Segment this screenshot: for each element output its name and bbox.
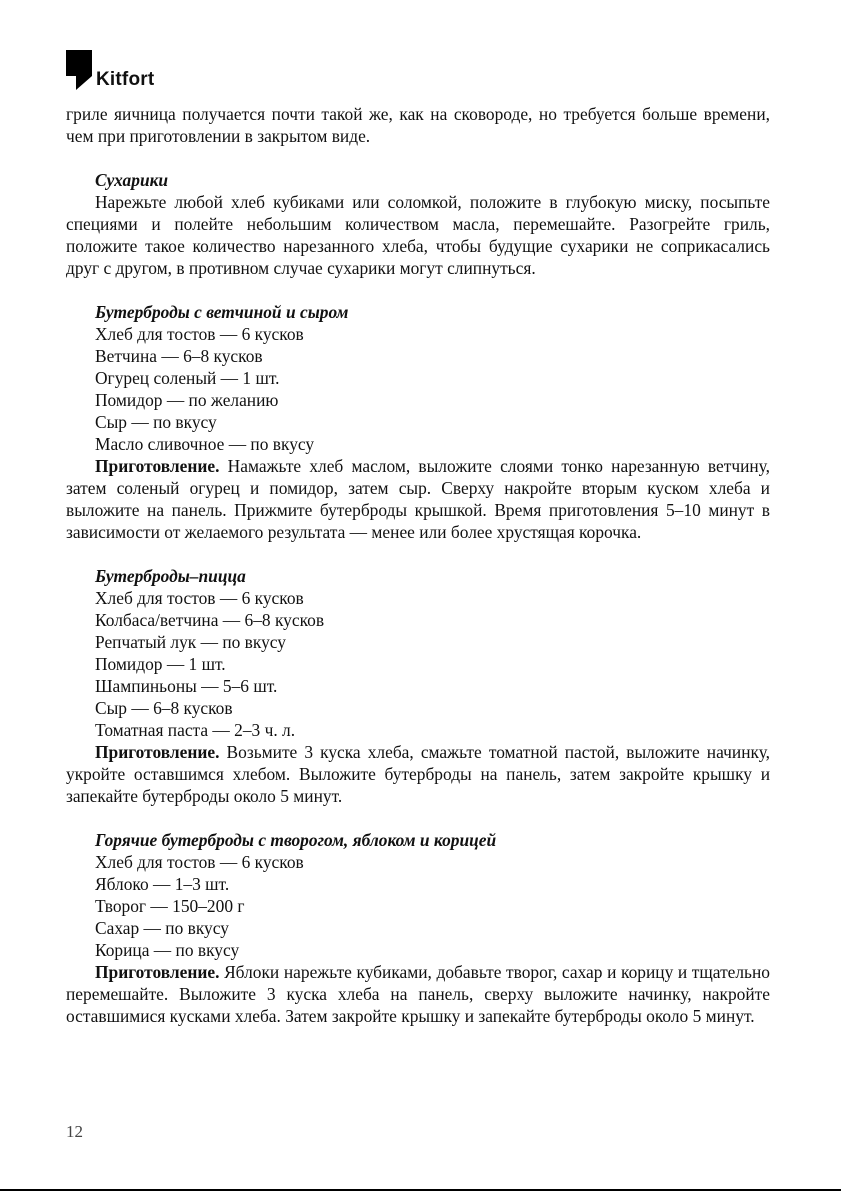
ingredient-item: Огурец соленый — 1 шт.: [95, 368, 280, 388]
recipe-croutons: [66, 169, 770, 279]
preparation-text: Возьмите 3 куска хлеба, смажьте томатной пастой, выложите начинку, укройте оставшимся хлебом. Выложите бутерброды на панель, затем закройте крышку и запекайте бутерброды около 5 минут.: [66, 742, 770, 806]
page-number: 12: [66, 1122, 83, 1141]
ingredient-item: Помидор — 1 шт.: [95, 654, 226, 674]
preparation-label: Приготовление.: [95, 742, 220, 762]
ingredient-item: Хлеб для тостов — 6 кусков: [95, 324, 304, 344]
preparation-paragraph: [66, 455, 770, 543]
recipe-title: Бутерброды с ветчиной и сыром: [95, 302, 349, 322]
preparation-text: Яблоки нарежьте кубиками, добавьте творог, сахар и корицу и тщательно перемешайте. Выложите 3 куска хлеба на панель, сверху выложите начинку, накройте оставшимися кусками хлеба. Затем закройте крышку и запекайте бутерброды около 5 минут.: [66, 962, 770, 1026]
ingredient-item: Сахар — по вкусу: [95, 918, 229, 938]
ingredient-item: Репчатый лук — по вкусу: [95, 632, 286, 652]
recipe-body: Нарежьте любой хлеб кубиками или соломкой, положите в глубокую миску, посыпьте специями и полейте небольшим количеством масла, перемешайте. Разогрейте гриль, положите такое количество нарезанного хлеба, чтобы будущие сухарики не соприкасались друг с другом, в противном случае сухарики могут слипнуться.: [66, 192, 770, 278]
ingredient-item: Масло сливочное — по вкусу: [95, 434, 315, 454]
ingredient-item: Шампиньоны — 5–6 шт.: [95, 676, 278, 696]
page-content: [66, 103, 770, 1027]
ingredient-item: Творог — 150–200 г: [95, 896, 245, 916]
preparation-text: Намажьте хлеб маслом, выложите слоями тонко нарезанную ветчину, затем соленый огурец и помидор, затем сыр. Сверху накройте вторым куском хлеба и выложите на панель. Прижмите бутерброды крышкой. Время приготовления 5–10 минут в зависимости от желаемого результата — менее или более хрустящая корочка.: [66, 456, 770, 542]
ingredient-item: Хлеб для тостов — 6 кусков: [95, 852, 304, 872]
ingredient-item: Сыр — по вкусу: [95, 412, 217, 432]
ingredient-item: Ветчина — 6–8 кусков: [95, 346, 263, 366]
recipe-cottage-cheese-apple-sandwiches: [66, 829, 770, 1027]
ingredient-item: Хлеб для тостов — 6 кусков: [95, 588, 304, 608]
brand-name: Kitfort: [96, 69, 155, 90]
brand-logo: [66, 44, 154, 90]
ingredient-item: Томатная паста — 2–3 ч. л.: [95, 720, 296, 740]
recipe-title: Сухарики: [95, 170, 169, 190]
preparation-paragraph: [66, 741, 770, 807]
ingredient-item: Яблоко — 1–3 шт.: [95, 874, 230, 894]
kitfort-logo-icon: [66, 50, 92, 90]
recipe-ham-cheese-sandwiches: [66, 301, 770, 543]
ingredient-item: Колбаса/ветчина — 6–8 кусков: [95, 610, 325, 630]
preparation-paragraph: [66, 961, 770, 1027]
recipe-title: Бутерброды–пицца: [95, 566, 246, 586]
ingredient-item: Помидор — по желанию: [95, 390, 279, 410]
ingredient-item: Сыр — 6–8 кусков: [95, 698, 233, 718]
intro-paragraph: гриле яичница получается почти такой же, как на сковороде, но требуется больше времени, чем при приготовлении в закрытом виде.: [66, 104, 770, 146]
ingredient-item: Корица — по вкусу: [95, 940, 240, 960]
recipe-pizza-sandwiches: [66, 565, 770, 807]
preparation-label: Приготовление.: [95, 456, 220, 476]
preparation-label: Приготовление.: [95, 962, 220, 982]
recipe-title: Горячие бутерброды с творогом, яблоком и корицей: [95, 830, 497, 850]
